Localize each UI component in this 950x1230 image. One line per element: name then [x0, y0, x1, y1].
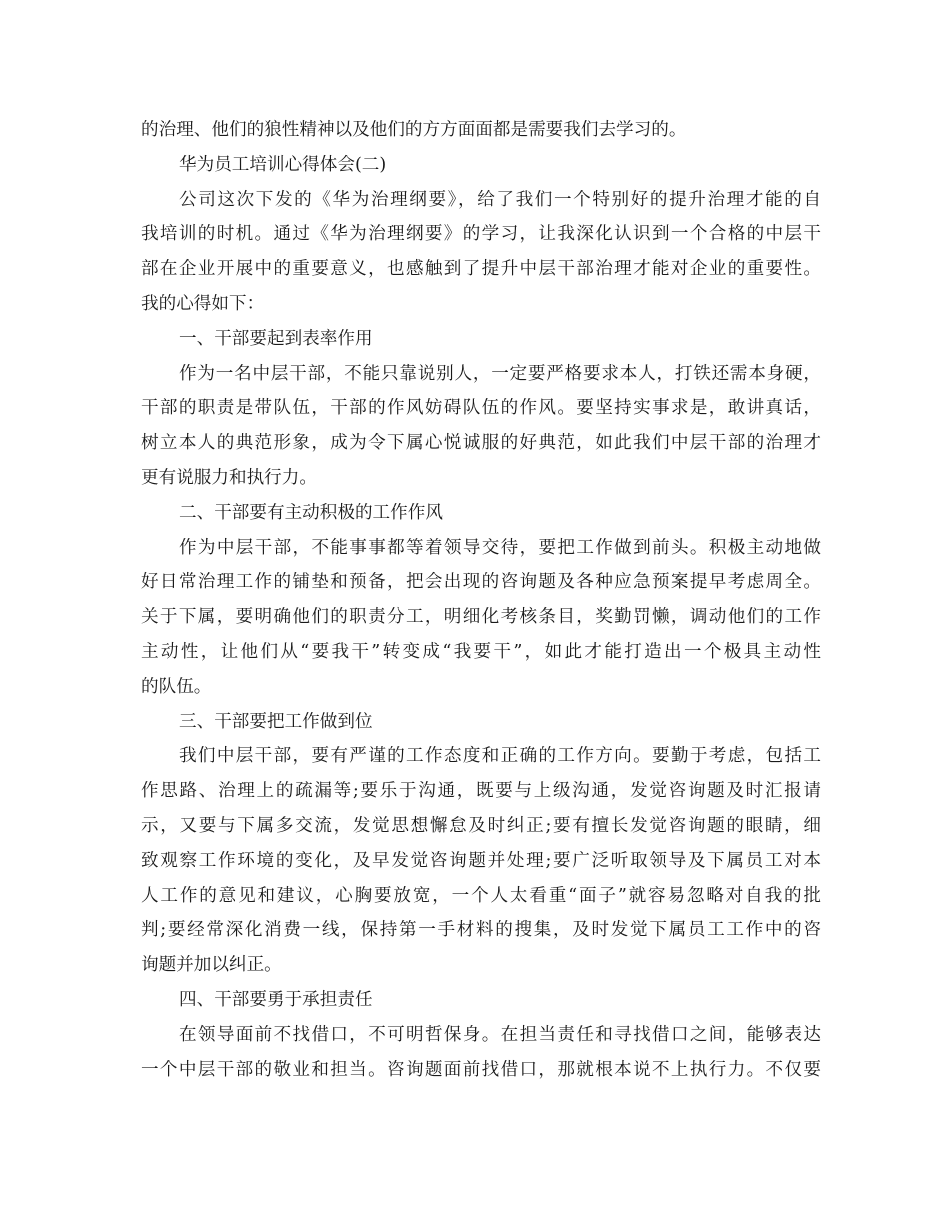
paragraph-line: 部在企业开展中的重要意义，也感触到了提升中层干部治理才能对企业的重要性。 — [141, 259, 821, 280]
section-title: 华为员工培训心得体会(二) — [179, 154, 387, 175]
section-heading: 三、干部要把工作做到位 — [179, 711, 373, 732]
section-heading: 四、干部要勇于承担责任 — [179, 989, 373, 1010]
paragraph-line: 更有说服力和执行力。 — [141, 467, 317, 488]
document-page — [141, 113, 821, 1087]
paragraph-line: 作为一名中层干部，不能只靠说别人，一定要严格要求本人，打铁还需本身硬， — [179, 363, 821, 384]
section-heading: 二、干部要有主动积极的工作作风 — [179, 502, 443, 523]
section-heading: 一、干部要起到表率作用 — [179, 328, 373, 349]
paragraph-line: 判;要经常深化消费一线，保持第一手材料的搜集，及时发觉下属员工工作中的咨 — [141, 920, 821, 941]
paragraph-line: 询题并加以纠正。 — [141, 955, 282, 976]
paragraph-line: 示，又要与下属多交流，发觉思想懈怠及时纠正;要有擅长发觉咨询题的眼睛，细 — [141, 815, 821, 836]
paragraph-line: 主动性，让他们从“要我干”转变成“我要干”，如此才能打造出一个极具主动性 — [141, 641, 821, 662]
paragraph-line: 一个中层干部的敬业和担当。咨询题面前找借口，那就根本说不上执行力。不仅要 — [141, 1059, 821, 1080]
paragraph-line: 在领导面前不找借口，不可明哲保身。在担当责任和寻找借口之间，能够表达 — [179, 1024, 821, 1045]
paragraph-line: 致观察工作环境的变化，及早发觉咨询题并处理;要广泛听取领导及下属员工对本 — [141, 850, 821, 871]
paragraph-line: 关于下属，要明确他们的职责分工，明细化考核条目，奖勤罚懒，调动他们的工作 — [141, 607, 821, 628]
paragraph-line: 干部的职责是带队伍，干部的作风妨碍队伍的作风。要坚持实事求是，敢讲真话， — [141, 398, 821, 419]
paragraph-line: 好日常治理工作的铺垫和预备，把会出现的咨询题及各种应急预案提早考虑周全。 — [141, 572, 821, 593]
paragraph-line: 作思路、治理上的疏漏等;要乐于沟通，既要与上级沟通，发觉咨询题及时汇报请 — [141, 781, 821, 802]
paragraph-line: 的治理、他们的狼性精神以及他们的方方面面都是需要我们去学习的。 — [141, 120, 687, 140]
paragraph-line: 人工作的意见和建议，心胸要放宽，一个人太看重“面子”就容易忽略对自我的批 — [141, 885, 821, 906]
paragraph-line: 作为中层干部，不能事事都等着领导交待，要把工作做到前头。积极主动地做 — [179, 537, 821, 558]
paragraph-line: 我培训的时机。通过《华为治理纲要》的学习，让我深化认识到一个合格的中层干 — [141, 224, 821, 245]
paragraph-line: 的队伍。 — [141, 676, 212, 697]
paragraph-line: 树立本人的典范形象，成为令下属心悦诚服的好典范，如此我们中层干部的治理才 — [141, 433, 821, 454]
paragraph-line: 我的心得如下： — [141, 293, 265, 314]
paragraph-line: 公司这次下发的《华为治理纲要》，给了我们一个特别好的提升治理才能的自 — [179, 189, 821, 210]
paragraph-line: 我们中层干部，要有严谨的工作态度和正确的工作方向。要勤于考虑，包括工 — [179, 746, 821, 767]
